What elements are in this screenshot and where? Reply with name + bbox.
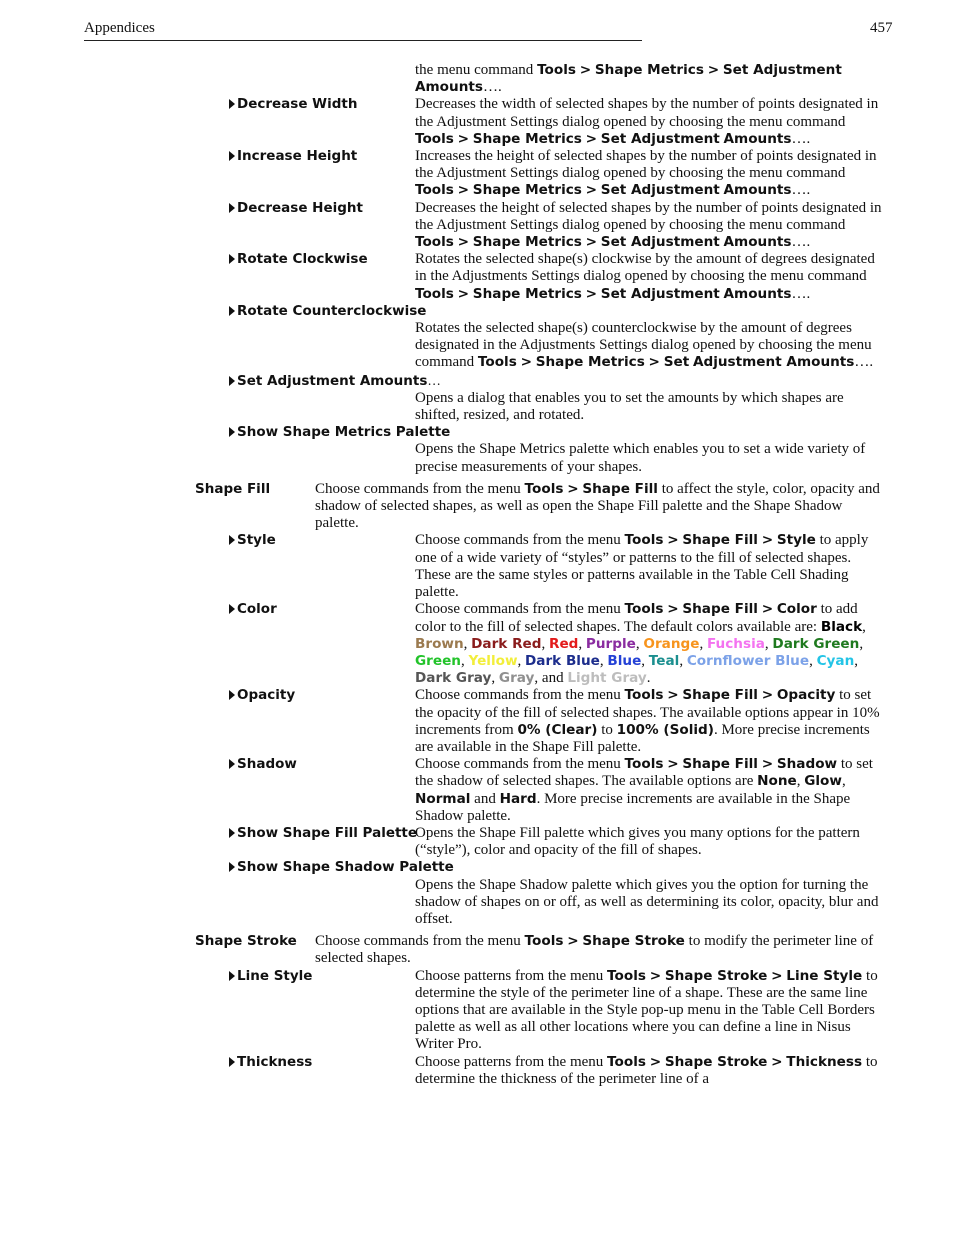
entry-decrease-height [0, 200, 954, 252]
disclosure-triangle-icon [229, 254, 235, 264]
entry-description: Choose commands from the menu Tools > Shape Fill > Shadow to set the shadow of selected shapes. The available options are None, Glow, Normal and Hard. More precise increments are available in the Shape Shadow palette. [415, 756, 873, 824]
header-rule [84, 40, 642, 41]
disclosure-triangle-icon [229, 99, 235, 109]
entry-decrease-width [0, 96, 954, 148]
color-name: Dark Green [772, 635, 860, 652]
running-header: Appendices [84, 20, 155, 36]
entry-term: Show Shape Shadow Palette [0, 859, 954, 876]
color-name: Black [820, 618, 863, 635]
page-body [0, 62, 954, 1088]
disclosure-triangle-icon [229, 203, 235, 213]
entry-term: Increase Height [229, 148, 357, 165]
entry-shadow [0, 756, 954, 825]
color-name: Purple [585, 635, 636, 652]
color-name: Orange [643, 635, 700, 652]
entry-description: Choose commands from the menu Tools > Shape Fill > Opacity to set the opacity of the fill of selected shapes. The available options appear in 10% increments from 0% (Clear) to 100% (Solid). More precise increments are available in the Shape Fill palette. [415, 687, 880, 755]
entry-set-adjustment-amounts [0, 372, 954, 425]
entry-show-shape-fill-palette [0, 825, 954, 859]
entry-description: Choose commands from the menu Tools > Shape Fill > Style to apply one of a wide variety of “styles” or patterns to the fill of selected shapes. These are the same styles or patterns available in the Table Cell Shading palette. [415, 532, 869, 601]
entry-opacity [0, 687, 954, 756]
entry-term: Thickness [229, 1054, 312, 1071]
color-name: Gray [498, 670, 535, 687]
entry-description: Decreases the height of selected shapes by the number of points designated in the Adjustment Settings dialog opened by choosing the menu command Tools > Shape Metrics > Set Adjustment Amounts…. [415, 199, 882, 251]
disclosure-triangle-icon [229, 427, 235, 437]
entry-term: Show Shape Fill Palette [229, 825, 417, 842]
entry-description: Choose commands from the menu Tools > Shape Fill > Color to add color to the fill of selected shapes. The default colors available are: Black, Brown, Dark Red, Red, Purple, Orange, Fuchsia, Dark Green, Green, Yellow, Dark Blue, Blue, Teal, Cornflower Blue, Cyan, Dark Gray, Gray, and Light Gray. [415, 601, 866, 687]
entry-show-shape-shadow-palette [0, 859, 954, 928]
entry-term: Line Style [229, 968, 312, 985]
entry-description: Choose commands from the menu Tools > Shape Stroke to modify the perimeter line of selected shapes. [315, 933, 874, 967]
entry-term: Decrease Width [229, 96, 357, 113]
disclosure-triangle-icon [229, 306, 235, 316]
entry-increase-height [0, 148, 954, 200]
color-name: Cornflower Blue [686, 652, 810, 669]
entry-description: Increases the height of selected shapes by the number of points designated in the Adjustment Settings dialog opened by choosing the menu command Tools > Shape Metrics > Set Adjustment Amounts…. [415, 148, 877, 199]
disclosure-triangle-icon [229, 151, 235, 161]
entry-thickness [0, 1054, 954, 1088]
entry-description: Opens the Shape Fill palette which gives you many options for the pattern (“style”), color and opacity of the fill of shapes. [415, 824, 860, 859]
entry-description: Opens a dialog that enables you to set the amounts by which shapes are shifted, resized, and rotated. [415, 389, 844, 424]
entry-term: Opacity [229, 687, 295, 704]
disclosure-triangle-icon [229, 759, 235, 769]
entry-term: Shape Fill [195, 480, 271, 497]
color-name: Teal [648, 652, 680, 669]
color-name: Green [415, 652, 461, 669]
entry-rotate-counterclockwise [0, 303, 954, 372]
color-name: Fuchsia [706, 635, 765, 652]
page-number: 457 [870, 20, 893, 36]
color-name: Red [549, 635, 579, 652]
entry-line-style [0, 968, 954, 1054]
disclosure-triangle-icon [229, 862, 235, 872]
entry-show-shape-metrics-palette [0, 424, 954, 476]
entry-description: Opens the Shape Metrics palette which enables you to set a wide variety of precise measurements of your shapes. [415, 441, 866, 475]
entry-description: Decreases the width of selected shapes by the number of points designated in the Adjustment Settings dialog opened by choosing the menu command Tools > Shape Metrics > Set Adjustment Amounts…. [415, 96, 879, 147]
disclosure-triangle-icon [229, 376, 235, 386]
color-name: Dark Red [471, 635, 542, 652]
color-name: Light Gray [567, 670, 647, 687]
color-list: Black, Brown, Dark Red, Red, Purple, Orange, Fuchsia, Dark Green, Green, Yellow, Dark Blue, Blue, Teal, Cornflower Blue, Cyan, Dark Gray, Gray, and Light Gray. [415, 618, 866, 687]
disclosure-triangle-icon [229, 971, 235, 981]
disclosure-triangle-icon [229, 828, 235, 838]
entry-term: Rotate Clockwise [229, 251, 368, 268]
entry-description: Opens the Shape Shadow palette which gives you the option for turning the shadow of shapes on or off, as well as determining its color, opacity, blur and offset. [415, 876, 879, 927]
entry-term: Show Shape Metrics Palette [0, 424, 954, 441]
entry-shape-stroke [0, 933, 954, 967]
disclosure-triangle-icon [229, 604, 235, 614]
entry-term: Set Adjustment Amounts… [0, 372, 954, 390]
entry-description: Rotates the selected shape(s) clockwise by the amount of degrees designated in the Adjustments Settings dialog opened by choosing the menu command Tools > Shape Metrics > Set Adjustment Amounts…. [415, 251, 875, 302]
entry-term: Rotate Counterclockwise [0, 303, 954, 320]
color-name: Blue [607, 652, 642, 669]
color-name: Brown [415, 635, 464, 652]
disclosure-triangle-icon [229, 690, 235, 700]
entry-description: the menu command Tools > Shape Metrics > Set Adjustment Amounts…. [415, 62, 842, 96]
color-name: Dark Gray [415, 670, 492, 687]
entry-term: Color [229, 601, 277, 618]
entry-description: Choose commands from the menu Tools > Shape Fill to affect the style, color, opacity and shadow of selected shapes, as well as open the Shape Fill palette and the Shape Shadow palette. [315, 480, 880, 532]
disclosure-triangle-icon [229, 535, 235, 545]
entry-continuation [0, 62, 954, 96]
entry-description: Choose patterns from the menu Tools > Shape Stroke > Line Style to determine the style of the perimeter line of a shape. These are the same line options that are available in the Style pop-up menu in the Table Cell Borders palette as well as all other locations where you can define a line in Nisus Writer Pro. [415, 967, 878, 1053]
entry-color [0, 601, 954, 687]
entry-description: Rotates the selected shape(s) counterclockwise by the amount of degrees designated in the Adjustments Settings dialog opened by choosing the menu command Tools > Shape Metrics > Set Adjustment Amounts…. [415, 320, 874, 371]
color-name: Cyan [816, 652, 855, 669]
color-list-conjunction: and [541, 670, 564, 687]
entry-description: Choose patterns from the menu Tools > Shape Stroke > Thickness to determine the thickness of the perimeter line of a [415, 1053, 878, 1087]
entry-term: Style [229, 532, 276, 549]
entry-rotate-clockwise [0, 251, 954, 303]
entry-style [0, 532, 954, 601]
color-name: Yellow [468, 652, 518, 669]
entry-shape-fill [0, 481, 954, 533]
entry-term: Shadow [229, 756, 297, 773]
disclosure-triangle-icon [229, 1057, 235, 1067]
color-name: Dark Blue [525, 652, 600, 669]
entry-term: Decrease Height [229, 200, 363, 217]
entry-term: Shape Stroke [195, 933, 297, 950]
